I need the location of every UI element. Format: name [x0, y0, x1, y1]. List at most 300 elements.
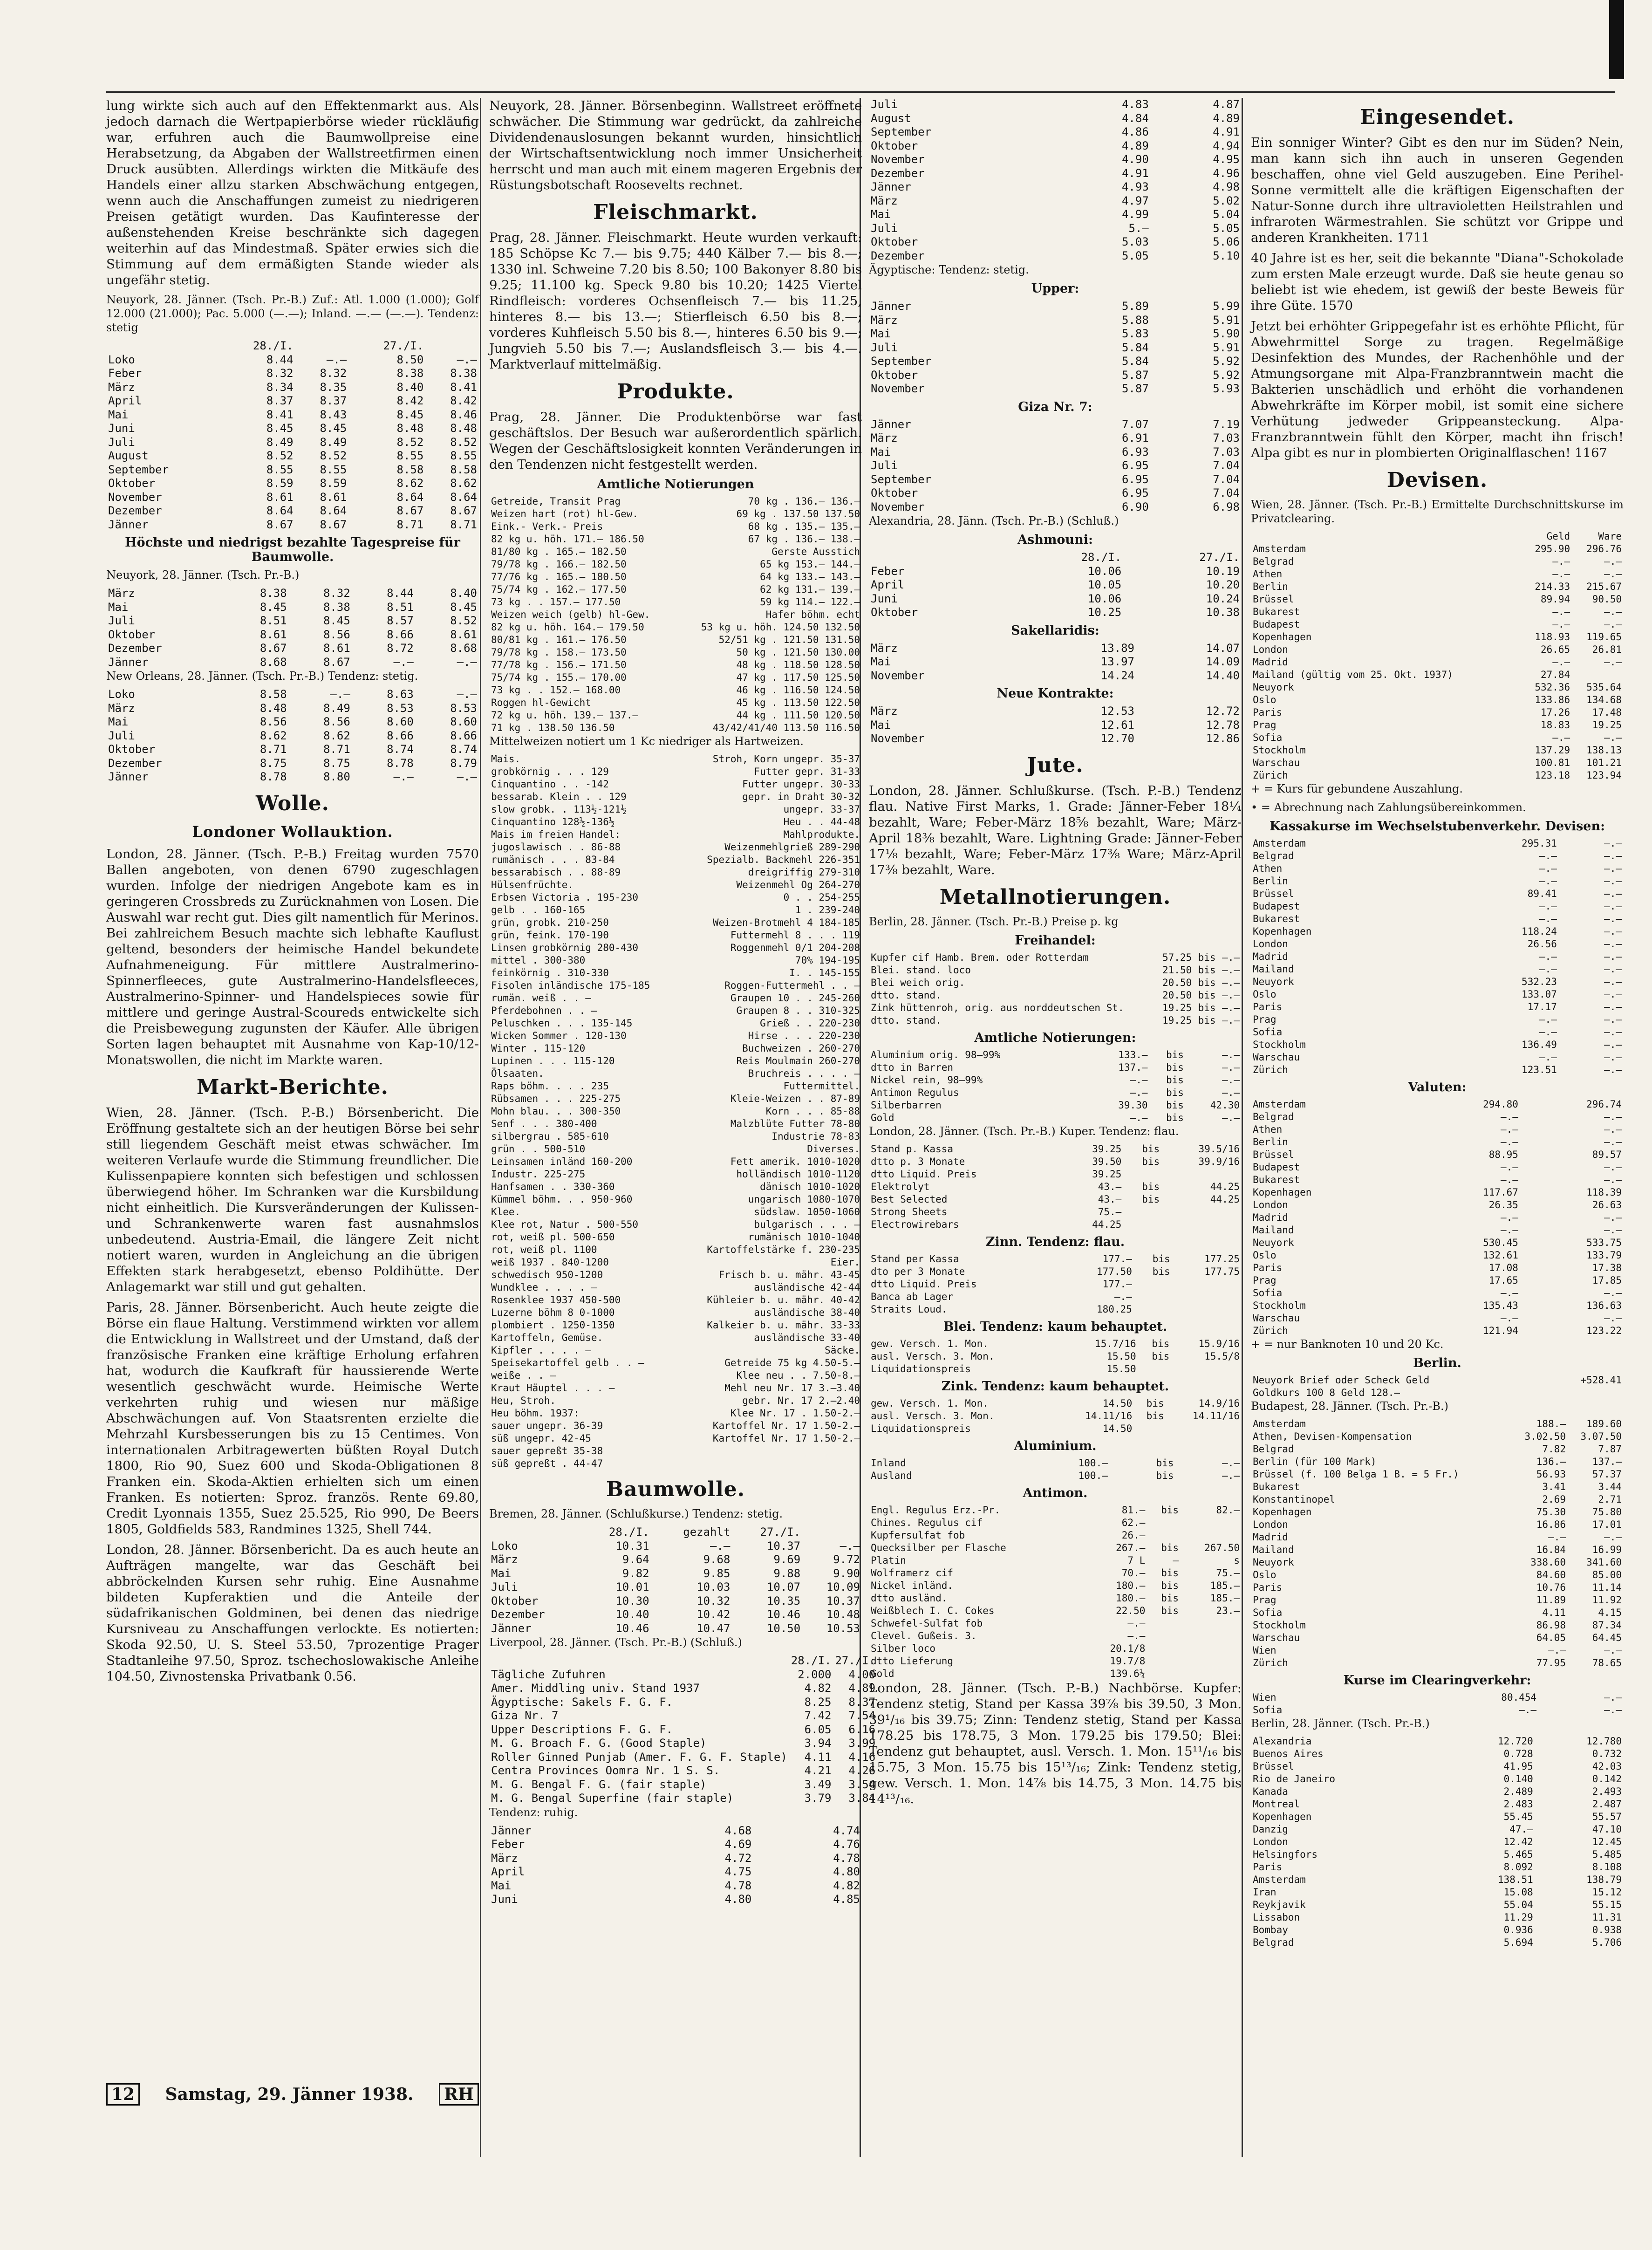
- cell-value: 6.98: [1213, 500, 1240, 513]
- table-row: [489, 1893, 862, 1907]
- table-row: [869, 977, 1242, 989]
- table-row: [869, 1470, 1242, 1482]
- cell-value: 15.08: [1503, 1887, 1533, 1898]
- table-row: [489, 609, 862, 621]
- row-label: dtto Liquid. Preis: [871, 1168, 977, 1180]
- row-label: Kupfer cif Hamb. Brem. oder Rotterdam: [871, 951, 1089, 963]
- row-label: Juli: [108, 435, 135, 449]
- cell-value: 42.30: [1210, 1099, 1240, 1111]
- column-rule: [1242, 98, 1243, 2157]
- table-row: [1251, 988, 1624, 1001]
- cell-value: 8.32: [320, 367, 347, 380]
- row-label: Loko: [108, 688, 135, 701]
- row-label: Luzerne böhm 8 0-1000: [491, 1307, 615, 1318]
- cell-value: 11.89: [1536, 1594, 1566, 1606]
- cell-value: 8.56: [323, 715, 350, 728]
- liverpool-heading: Liverpool, 28. Jänner. (Tsch. Pr.-B.) (Schluß.): [489, 1636, 742, 1649]
- cell-value: 70 kg . 136.— 136.—: [748, 496, 860, 507]
- cell-value: 118.93: [1535, 631, 1570, 643]
- tendency-note: Tendenz: ruhig.: [489, 1805, 578, 1819]
- table-row: [869, 1642, 1242, 1655]
- row-label: Belgrad: [1253, 556, 1294, 567]
- table-row: [1251, 669, 1624, 681]
- cell-value: 39.9/16: [1198, 1156, 1240, 1167]
- cell-value: 2.69: [1542, 1494, 1566, 1505]
- cell-value: —.—: [1222, 1457, 1240, 1469]
- table-row: [489, 841, 862, 854]
- cell-value: —.—: [1604, 1212, 1622, 1223]
- cell-value: 1 . 239-240: [795, 904, 860, 916]
- liverpool-futures-table: [489, 1824, 862, 1907]
- row-label: Weizen weich (gelb) hl-Gew.: [491, 609, 650, 620]
- cell-value: 43/42/41/40 113.50 116.50: [712, 722, 860, 733]
- cell-value: 5.03: [1121, 235, 1149, 248]
- cell-value: 7.19: [1213, 417, 1240, 431]
- row-label: ausl. Versch. 3. Mon.: [871, 1410, 995, 1422]
- cell-value: 8.52: [320, 449, 347, 462]
- row-label: Liquidationspreis: [871, 1363, 971, 1375]
- cell-value: 8.34: [266, 380, 294, 394]
- cell-value: 8.61: [266, 490, 294, 504]
- cell-value: 8.45: [320, 422, 347, 435]
- table-row: [489, 1420, 862, 1432]
- table-row: [489, 1792, 877, 1805]
- table-row: [1251, 1607, 1624, 1619]
- cell-value: Getreide 75 kg 4.50-5.—: [724, 1357, 860, 1368]
- row-label: Roggen hl-Gewicht: [491, 697, 591, 708]
- table-row: [1251, 1569, 1624, 1581]
- advert-diana: 40 Jahre ist es her, seit die bekannte "Diana"-Schokolade zum ersten Male erzeugt wurde. Daß sie heute genau so beliebt ist wie ehedem, ist gewiß der beste Beweis für ihre Güte. 1570: [1251, 251, 1624, 313]
- cell-value: 7 L: [1127, 1554, 1146, 1566]
- table-row: [1251, 1001, 1624, 1013]
- row-label: Athen: [1253, 863, 1283, 874]
- cell-value: 10.24: [1206, 592, 1240, 605]
- row-label: Jänner: [491, 1621, 532, 1635]
- cell-value: —.—: [326, 353, 347, 366]
- cell-value: [1161, 1168, 1242, 1181]
- cell-value: 4.78: [833, 1851, 860, 1865]
- row-label: September: [871, 125, 932, 138]
- cell-value: 180.—: [1116, 1580, 1146, 1591]
- cell-value: 5.99: [1213, 300, 1240, 313]
- row-label: 79/78 kg . 158.— 173.50: [491, 647, 627, 658]
- table-row: [1251, 681, 1624, 694]
- row-label: Brüssel: [1253, 594, 1294, 605]
- table-row: [1251, 1274, 1624, 1287]
- table-row: [869, 669, 1242, 683]
- section-title-metall: Metallnotierungen.: [939, 885, 1171, 909]
- row-label: Mailand: [1253, 1224, 1294, 1236]
- table-row: [106, 702, 479, 716]
- table-row: [489, 1093, 862, 1105]
- cell-value: 532.23: [1522, 976, 1557, 987]
- cell-value: —.—: [1604, 1174, 1622, 1185]
- cell-value: 14.50: [1103, 1422, 1133, 1434]
- table-row: [869, 1617, 1242, 1630]
- cell-value: 3.94: [804, 1737, 832, 1750]
- table-row: [489, 1181, 862, 1193]
- row-label: Senf . . . 380-400: [491, 1118, 597, 1129]
- cell-value: Kartoffel Nr. 17 1.50-2.—: [712, 1420, 860, 1431]
- cell-value: ausländische 42-44: [754, 1282, 860, 1293]
- cell-value: —.—: [1501, 1212, 1518, 1223]
- table-row: [869, 369, 1242, 383]
- cell-value: 123.18: [1535, 770, 1570, 781]
- row-label: Mai: [871, 718, 891, 732]
- table-row: [489, 671, 862, 684]
- table-row: [489, 879, 862, 891]
- row-label: März: [108, 380, 135, 394]
- cell-value: 8.67: [320, 518, 347, 531]
- cell-value: 8.74: [450, 743, 477, 756]
- cell-value: bis: [1152, 1338, 1170, 1349]
- cell-value: 132.61: [1483, 1250, 1518, 1261]
- table-row: [869, 167, 1242, 181]
- cell-value: 4.91: [1213, 125, 1240, 138]
- cell-value: 0.732: [1592, 1748, 1622, 1759]
- cell-value: 185.—: [1210, 1580, 1240, 1591]
- grain-note: Mittelweizen notiert um 1 Kc niedriger als Hartweizen.: [489, 735, 804, 748]
- cell-value: —.—: [1501, 1224, 1518, 1236]
- table-row: [1251, 1430, 1624, 1443]
- cell-value: —.—: [1114, 1291, 1132, 1302]
- row-label: M. G. Bengal Superfine (fair staple): [491, 1792, 734, 1805]
- row-label: Amsterdam: [1253, 838, 1306, 849]
- table-row: [869, 1338, 1242, 1350]
- cell-value: 4.91: [1121, 166, 1149, 180]
- cell-value: 69 kg . 137.50 137.50: [736, 508, 860, 520]
- table-row: [106, 353, 479, 367]
- cell-value: —.—: [1222, 1061, 1240, 1073]
- cell-value: 100.—: [1078, 1470, 1108, 1481]
- cell-value: 8.67: [396, 504, 424, 517]
- cell-value: bis: [1142, 1181, 1160, 1192]
- cell-value: —.—: [393, 770, 414, 783]
- egyptian-heading: Ägyptische: Tendenz: stetig.: [869, 263, 1029, 276]
- row-label: Berlin: [1253, 581, 1288, 592]
- cell-value: 177.25: [1204, 1253, 1240, 1265]
- cell-value: [1134, 1278, 1172, 1291]
- cell-value: 8.79: [450, 756, 477, 770]
- cell-value: 10.07: [766, 1580, 801, 1593]
- cell-value: 10.06: [1087, 564, 1122, 578]
- cell-value: —.—: [1222, 977, 1240, 988]
- row-label: dto per 3 Monate: [871, 1265, 965, 1277]
- row-label: Mais im freien Handel:: [491, 829, 621, 840]
- cell-value: 12.53: [1100, 704, 1134, 718]
- row-label: Zürich: [1253, 1657, 1288, 1669]
- row-label: Antimon Regulus: [871, 1087, 959, 1098]
- table-row: [1251, 1760, 1624, 1773]
- table-row: [869, 500, 1242, 514]
- row-label: Electrowirebars: [871, 1218, 959, 1230]
- cell-value: 8.35: [320, 380, 347, 394]
- table-row: [1251, 1773, 1624, 1785]
- row-label: Kümmel böhm. . . 950-960: [491, 1194, 633, 1205]
- row-label: Neuyork: [1253, 682, 1294, 693]
- cell-value: —.—: [1604, 619, 1622, 630]
- table-row: [869, 112, 1242, 126]
- cell-value: 15.50: [1106, 1363, 1136, 1375]
- page-footer: [106, 2078, 479, 2111]
- cell-value: 8.61: [320, 490, 347, 504]
- cell-value: 5.91: [1213, 341, 1240, 354]
- cell-value: —.—: [1604, 1026, 1622, 1038]
- table-row: [869, 1002, 1242, 1014]
- table-row: [869, 314, 1242, 328]
- issue-date: Samstag, 29. Jänner 1938.: [165, 2085, 414, 2104]
- cell-value: 8.45: [266, 422, 294, 435]
- cell-value: —.—: [1604, 1052, 1622, 1063]
- cell-value: 4.75: [724, 1865, 752, 1878]
- cell-value: [1166, 1422, 1242, 1435]
- cell-value: [679, 1457, 862, 1470]
- row-label: 75/74 kg . 155.— 170.00: [491, 672, 627, 683]
- row-label: Raps böhm. . . . 235: [491, 1081, 609, 1092]
- table-row: [489, 791, 862, 803]
- row-label: Dezember: [871, 249, 925, 262]
- table-row: [1251, 1312, 1624, 1325]
- cell-value: 85.00: [1592, 1569, 1622, 1580]
- row-label: Madrid: [1253, 1212, 1288, 1223]
- cell-value: 101.21: [1586, 757, 1622, 768]
- cell-value: bis: [1166, 1112, 1184, 1123]
- row-label: Erbsen Victoria . 195-230: [491, 892, 639, 903]
- row-label: September: [871, 472, 932, 486]
- cell-value: 10.50: [766, 1621, 801, 1635]
- cell-value: Futtermittel.: [783, 1081, 860, 1092]
- cell-value: Futter ungepr. 30-33: [742, 779, 860, 790]
- row-label: Dezember: [108, 756, 162, 770]
- cell-value: 8.68: [450, 642, 477, 655]
- cell-value: 8.75: [259, 756, 287, 770]
- table-row: [489, 1852, 862, 1866]
- cell-value: —.—: [1222, 1049, 1240, 1060]
- row-label: weiß 1937 . 840-1200: [491, 1257, 609, 1268]
- cell-value: 4.26: [848, 1764, 876, 1777]
- table-row: [869, 1112, 1242, 1124]
- row-label: Brüssel: [1253, 888, 1294, 899]
- cell-value: —.—: [1604, 888, 1622, 899]
- cell-value: 8.60: [387, 715, 414, 728]
- cell-value: 11.31: [1592, 1912, 1622, 1923]
- cell-value: 8.71: [450, 518, 477, 531]
- row-label: Belgrad: [1253, 1443, 1294, 1455]
- cell-value: [1549, 1387, 1624, 1399]
- cell-value: 17.85: [1592, 1275, 1622, 1286]
- cell-value: 21.50: [1162, 964, 1192, 976]
- table-row: [869, 1291, 1242, 1303]
- cell-value: Weizenmehlgrieß 289-290: [724, 841, 860, 853]
- row-label: 71 kg . 138.50 136.50: [491, 722, 615, 733]
- table-row: [106, 518, 479, 532]
- row-label: Schwefel-Sulfat fob: [871, 1617, 983, 1629]
- cell-value: 8.64: [266, 504, 294, 517]
- cell-value: 5.89: [1121, 300, 1149, 313]
- row-label: Mailand: [1253, 1544, 1294, 1555]
- cell-value: 14.24: [1100, 669, 1134, 682]
- row-label: Kopenhagen: [1253, 1506, 1312, 1518]
- table-row: [1251, 1123, 1624, 1136]
- cell-value: 5.87: [1121, 368, 1149, 382]
- cell-value: 10.19: [1206, 564, 1240, 578]
- table-row: [489, 495, 862, 508]
- row-label: Rio de Janeiro: [1253, 1773, 1336, 1785]
- row-label: Oslo: [1253, 694, 1277, 705]
- row-label: Platin: [871, 1554, 906, 1566]
- row-label: Madrid: [1253, 1532, 1288, 1543]
- row-label: Peluschken . . . 135-145: [491, 1018, 633, 1029]
- table-row: [869, 1592, 1242, 1605]
- cell-value: [1147, 1630, 1181, 1642]
- cell-value: bis: [1198, 951, 1216, 963]
- row-label: grobkörnig . . . 129: [491, 766, 609, 777]
- cell-value: Roggen-Futtermehl . . —: [724, 980, 860, 991]
- table-row: [869, 327, 1242, 341]
- table-row: [1251, 1418, 1624, 1430]
- table-row: [489, 646, 862, 659]
- row-label: Silber loco: [871, 1642, 936, 1654]
- cell-value: ungarisch 1080-1070: [748, 1194, 860, 1205]
- row-label: September: [108, 463, 169, 476]
- antimony-table: [869, 1504, 1242, 1680]
- table-row: [489, 1778, 877, 1792]
- cell-value: 8.49: [320, 435, 347, 449]
- cell-value: 4.72: [724, 1851, 752, 1865]
- table-row: [869, 1517, 1242, 1529]
- table-row: [1251, 1374, 1624, 1387]
- table-row: [489, 684, 862, 697]
- cell-value: 123.51: [1522, 1064, 1557, 1075]
- row-label: Banca ab Lager: [871, 1291, 954, 1302]
- table-row: [869, 1397, 1242, 1410]
- cell-value: 10.20: [1206, 578, 1240, 591]
- cell-value: —.—: [1604, 938, 1622, 950]
- cell-value: 8.52: [396, 435, 424, 449]
- cell-value: 8.42: [396, 394, 424, 407]
- cell-value: —.—: [1539, 875, 1557, 887]
- cell-value: bis: [1142, 1156, 1160, 1167]
- cell-value: 15.12: [1592, 1887, 1622, 1898]
- alexandria-heading: Alexandria, 28. Jänn. (Tsch. Pr.-B.) (Schluß.): [869, 514, 1119, 527]
- cell-value: 5.10: [1213, 249, 1240, 262]
- row-label: Mai: [491, 1879, 512, 1892]
- row-label: silbergrau . 585-610: [491, 1131, 609, 1142]
- row-label: März: [871, 194, 898, 207]
- cell-value: 55.15: [1592, 1899, 1622, 1910]
- table-row: [1251, 1174, 1624, 1186]
- row-label: Silberbarren: [871, 1099, 942, 1111]
- table-row: [489, 1118, 862, 1130]
- section-title-produkte: Produkte.: [617, 380, 734, 403]
- cell-value: 136.—: [1536, 1456, 1566, 1467]
- row-label: Bukarest: [1253, 1481, 1300, 1492]
- row-label: 80/81 kg . 161.— 176.50: [491, 634, 627, 645]
- table-row: [1251, 1186, 1624, 1199]
- table-row: [1251, 1691, 1624, 1704]
- table-row: [869, 1049, 1242, 1061]
- cell-value: Malzblüte Futter 78-80: [730, 1118, 860, 1129]
- cell-value: 4.15: [1598, 1607, 1622, 1618]
- cell-value: 0 . . 254-255: [783, 892, 860, 903]
- row-label: Kipfler . . . . —: [491, 1345, 591, 1356]
- table-row: [489, 1055, 862, 1067]
- row-label: Kartoffeln, Gemüse.: [491, 1332, 603, 1343]
- section-title-wolle: Wolle.: [256, 791, 329, 815]
- table-row: [1251, 1836, 1624, 1848]
- cell-value: 89.57: [1592, 1149, 1622, 1160]
- row-label: Athen: [1253, 568, 1283, 580]
- table-row: [1251, 656, 1624, 669]
- cell-value: 10.25: [1087, 606, 1122, 619]
- cell-value: 3.54: [848, 1778, 876, 1791]
- cell-value: gepr. in Draht 30-32: [742, 791, 860, 802]
- cell-value: —.—: [1501, 1313, 1518, 1324]
- cell-value: —.—: [710, 1539, 730, 1552]
- table-row: [1251, 1237, 1624, 1249]
- cell-value: 8.55: [320, 463, 347, 476]
- table-row: [489, 1030, 862, 1042]
- cell-value: 6.95: [1121, 459, 1149, 472]
- cell-value: —.—: [1548, 1532, 1566, 1543]
- cell-value: 7.03: [1213, 431, 1240, 445]
- cell-value: 295.90: [1535, 543, 1570, 554]
- cell-value: 8.61: [323, 642, 350, 655]
- table-row: [1251, 1657, 1624, 1669]
- cell-value: 8.60: [450, 715, 477, 728]
- cell-value: 137.—: [1118, 1061, 1148, 1073]
- table-row: [106, 642, 479, 656]
- row-label: Loko: [491, 1539, 518, 1552]
- cell-value: 177.—: [1102, 1278, 1132, 1290]
- cell-value: 8.78: [259, 770, 287, 783]
- cell-value: 14.07: [1206, 641, 1240, 655]
- row-label: Zink hüttenroh, orig. aus norddeutschen St.: [871, 1002, 1124, 1013]
- cell-value: —.—: [1539, 1026, 1557, 1038]
- section-title-eingesendet: Eingesendet.: [1359, 105, 1515, 129]
- table-row: [869, 459, 1242, 473]
- row-label: Roller Ginned Punjab (Amer. F. G. F. Staple): [491, 1750, 787, 1764]
- row-label: 81/80 kg . 165.— 182.50: [491, 546, 627, 557]
- table-row: [1251, 963, 1624, 976]
- cell-value: 8.62: [259, 729, 287, 742]
- row-label: Iran: [1253, 1887, 1277, 1898]
- table-row: [489, 1838, 862, 1852]
- row-label: Wundklee . . . . —: [491, 1282, 597, 1293]
- cell-value: 8.55: [450, 449, 477, 462]
- table-row: [489, 1017, 862, 1030]
- table-row: [489, 929, 862, 942]
- cell-value: —.—: [1548, 1645, 1566, 1656]
- cell-value: 3.07.50: [1580, 1431, 1622, 1442]
- table-row: [489, 1143, 862, 1156]
- cell-value: 9.85: [703, 1566, 730, 1580]
- table-row: [1251, 1161, 1624, 1174]
- table-row: [1251, 1098, 1624, 1111]
- row-label: November: [871, 669, 925, 682]
- table-row: [869, 1156, 1242, 1168]
- row-label: Gold: [871, 1668, 894, 1679]
- cell-value: —.—: [1604, 1645, 1622, 1656]
- table-row: [869, 951, 1242, 964]
- neuyork-heading: Neuyork, 28. Jänner. (Tsch. Pr.-B.) Zuf.: Atl. 1.000 (1.000); Golf 12.000 (21.000); Pac. 5.000 (—.—); Inland. —.— (—.—). Tendenz: stetig: [106, 293, 479, 334]
- row-label: Tägliche Zufuhren: [491, 1668, 606, 1681]
- row-label: Quecksilber per Flasche: [871, 1542, 1006, 1553]
- cell-value: dänisch 1010-1020: [760, 1181, 860, 1192]
- cell-value: 338.60: [1530, 1557, 1566, 1568]
- cell-value: 4.82: [833, 1879, 860, 1892]
- meat-report-text: Prag, 28. Jänner. Fleischmarkt. Heute wurden verkauft: 185 Schöpse Kc 7.— bis 9.75; 440 Kälber 7.— bis 8.—; 1330 inl. Schweine 7.20 bis 8.50; 100 Bakonyer 8.80 bis 9.25; 11.100 kg. Speck 9.80 bis 10.20; 1425 Viertel Rindfleisch: vorderes Ochsenfleisch 7.— bis 11.25, hinteres 8.— bis 13.—; Stierfleisch 6.50 bis 8.—; vorderes Kuhfleisch 5.50 bis 8.—, hinteres 6.50 bis 9.—; Jungvieh 5.50 bis 7.—; Auslandsfleisch 3.— bis 4.—. Marktverlauf mittelmäßig.: [489, 230, 862, 372]
